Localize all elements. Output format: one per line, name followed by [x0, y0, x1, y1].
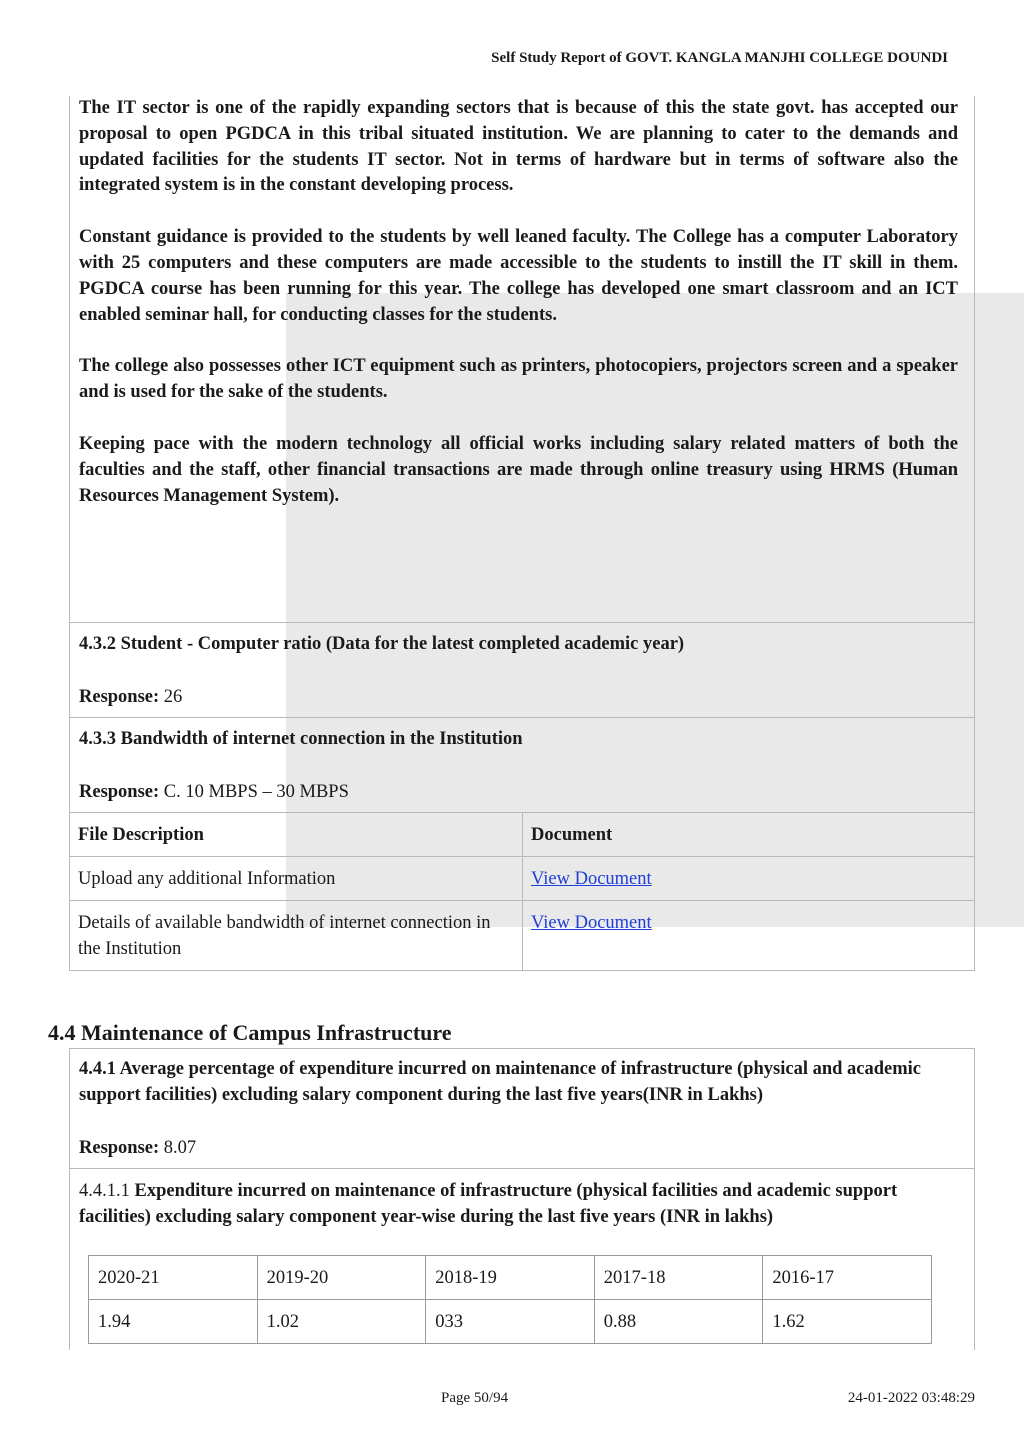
file-description-cell: Details of available bandwidth of internet connection in the Institution: [70, 901, 523, 971]
page-number: Page 50/94: [441, 1390, 509, 1406]
generated-datetime: 24-01-2022 03:48:29: [847, 1390, 975, 1406]
metric-response: [79, 779, 965, 805]
year-cell: 2020-21: [89, 1256, 258, 1300]
intro-paragraph: Keeping pace with the modern technology all official works including salary related matters of both the faculties and the staff, other financial transactions are made through online treasury using HRMS (Human Resources Management System).: [79, 433, 958, 506]
intro-paragraph: Constant guidance is provided to the students by well leaned faculty. The College has a computer Laboratory with 25 computers and these computers are made accessible to the students to instill the IT skill in them. PGDCA course has been running for this year. The college has developed one smart classroom and an ICT enabled seminar hall, for conducting classes for the students.: [79, 227, 958, 325]
response-label: Response:: [79, 687, 160, 707]
metric-title: 4.3.2 Student - Computer ratio (Data for the latest completed academic year): [79, 634, 685, 654]
table-row: [70, 901, 975, 971]
report-header-title: Self Study Report of GOVT. KANGLA MANJHI COLLEGE DOUNDI: [491, 50, 948, 66]
value-cell: 0.88: [594, 1300, 763, 1344]
metric-response: [79, 684, 965, 710]
value-cell: 1.94: [89, 1300, 258, 1344]
metric-number: 4.4.1.1: [79, 1181, 130, 1201]
response-value: 26: [163, 687, 183, 707]
intro-paragraph: The college also possesses other ICT equipment such as printers, photocopiers, projectors screen and a speaker and is used for the sake of the students.: [79, 356, 958, 403]
response-label: Response:: [79, 1138, 160, 1158]
view-document-link[interactable]: View Document: [531, 869, 652, 889]
intro-paragraph: The IT sector is one of the rapidly expanding sectors that is because of this the state govt. has accepted our proposal to open PGDCA in this tribal situated institution. We are planning to cater to the demands and updated facilities for the students IT sector. Not in terms of hardware but in terms of software also the integrated system is in the constant developing process.: [79, 98, 958, 196]
year-wise-expenditure-table: [88, 1255, 932, 1344]
view-document-link[interactable]: View Document: [531, 913, 652, 933]
column-header: File Description: [70, 813, 523, 857]
file-description-cell: Upload any additional Information: [70, 857, 523, 901]
ict-description-block: [69, 96, 975, 623]
value-cell: 1.02: [257, 1300, 426, 1344]
metric-title: 4.4.1 Average percentage of expenditure incurred on maintenance of infrastructure (physical and academic support facilities) excluding salary component during the last five years(INR in Lakhs): [79, 1059, 922, 1105]
metric-4-3-2: [69, 622, 975, 718]
response-label: Response:: [79, 782, 160, 802]
year-cell: 2016-17: [763, 1256, 932, 1300]
response-value: C. 10 MBPS – 30 MBPS: [163, 782, 349, 802]
value-row: [89, 1300, 932, 1344]
document-cell: [523, 857, 975, 901]
response-value: 8.07: [163, 1138, 197, 1158]
file-description-table: [69, 812, 975, 971]
document-cell: [523, 901, 975, 971]
table-row: [70, 857, 975, 901]
metric-title: [79, 1178, 965, 1230]
table-header-row: [70, 813, 975, 857]
value-cell: 033: [426, 1300, 595, 1344]
metric-response: [79, 1135, 965, 1161]
year-header-row: [89, 1256, 932, 1300]
column-header: Document: [523, 813, 975, 857]
value-cell: 1.62: [763, 1300, 932, 1344]
year-cell: 2019-20: [257, 1256, 426, 1300]
metric-title-text: Expenditure incurred on maintenance of infrastructure (physical facilities and academic support facilities) excluding salary component year-wise during the last five years (INR in lakhs): [79, 1181, 898, 1227]
metric-title: 4.3.3 Bandwidth of internet connection in the Institution: [79, 729, 523, 749]
year-cell: 2017-18: [594, 1256, 763, 1300]
metric-4-4-1: [69, 1048, 975, 1169]
metric-4-3-3: [69, 717, 975, 813]
section-heading: 4.4 Maintenance of Campus Infrastructure: [48, 1020, 452, 1045]
year-cell: 2018-19: [426, 1256, 595, 1300]
